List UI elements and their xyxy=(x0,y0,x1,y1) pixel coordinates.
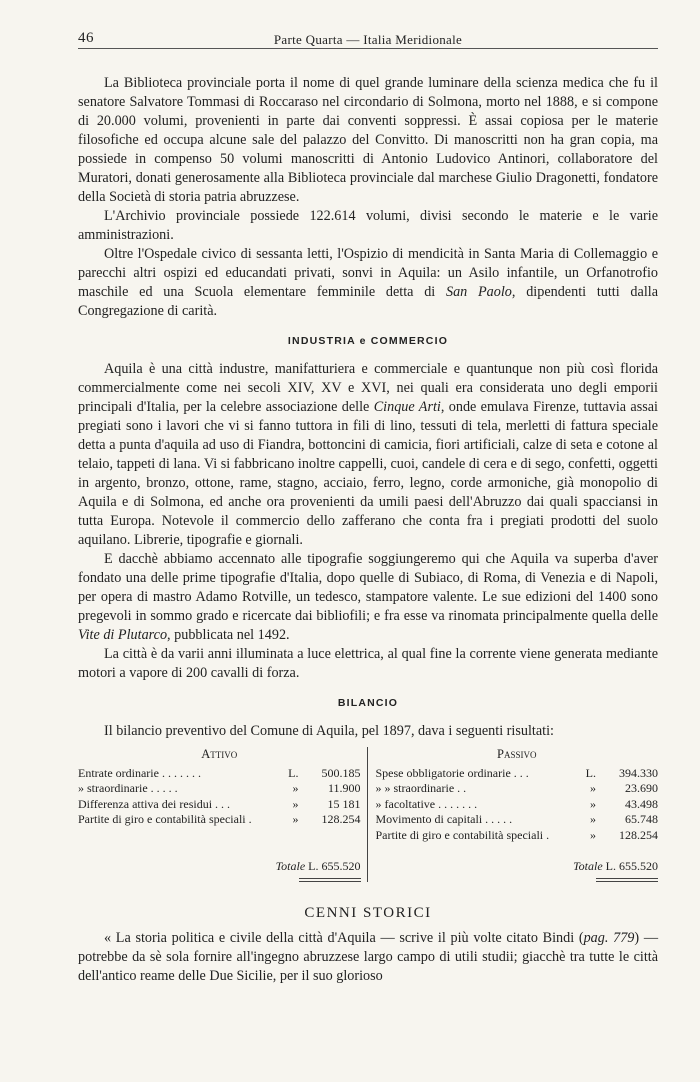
budget-row xyxy=(78,812,361,828)
row-amount: 23.690 xyxy=(625,781,658,795)
attivo-column xyxy=(78,747,368,882)
paragraph-archivio: L'Archivio provinciale possiede 122.614 volumi, divisi secondo le materie e le varie amministrazioni. xyxy=(78,208,658,243)
italic-text: pag. 779 xyxy=(583,929,635,946)
total-rule xyxy=(299,878,361,882)
text-run: E dacchè abbiamo accennato alle tipografie soggiungeremo qui che Aquila va superba d'aver fondato una delle prime tipografie d'Italia, dopo quelle di Subiaco, di Roma, di Venezia e di Napoli, per opera di mastro Adamo Rotville, un tedesco, stampatore valente. Le sue edizioni del 1400 sono pregevoli in sommo grado e ricercate dai bibliofili; e fra esse va rinomata principalmente quella delle xyxy=(78,551,658,624)
row-currency: L. xyxy=(585,765,596,780)
budget-table xyxy=(78,747,658,882)
row-amount: 128.254 xyxy=(321,812,361,826)
paragraph-biblioteca: La Biblioteca provinciale porta il nome di quel grande luminare della scienza medica che fu il senatore Salvatore Tommasi di Roccaraso nel circondario di Solmona, morto nel 1888, e si compone di 20.000 volumi, provenienti in parte dai conventi soppressi. È assai copiosa per le materie filosofiche ed occupa alcune sale del palazzo del Convitto. Di manoscritti non ha gran copia, ma possiede in compenso 50 volumi manoscritti di Antonio Ludovico Antinori, collaboratore del Muratori, donati generosamente alla Biblioteca provinciale dal marchese Giulio Dragonetti, fondatore della Società di storia patria abruzzese. xyxy=(78,75,658,205)
text-run: Aquila è una città industre, manifatturiera e commerciale e quantunque non più così florida commercialmente come nei secoli XIV, XV e XVI, nei quali era considerata uno degli emporii principali d'Italia, per la celebre associazione delle xyxy=(78,361,658,415)
row-label: Movimento di capitali . . . . . xyxy=(375,812,513,826)
row-label: Partite di giro e contabilità speciali . xyxy=(375,827,550,842)
paragraph-ospedale xyxy=(78,245,658,321)
budget-row xyxy=(78,781,361,797)
total-currency: L. xyxy=(308,859,319,873)
row-currency: » xyxy=(292,812,299,826)
attivo-total xyxy=(78,859,361,875)
italic-text: Vite di Plutarco xyxy=(78,627,168,643)
row-currency: » xyxy=(590,827,596,842)
page-number: 46 xyxy=(78,30,94,46)
text-run: « La storia politica e civile della città d'Aquila — scrive il più volte citato Bindi ( xyxy=(104,929,584,946)
page-header xyxy=(78,28,658,49)
row-amount: 11.900 xyxy=(327,781,361,795)
row-currency: » xyxy=(590,796,596,811)
budget-row xyxy=(78,766,361,782)
italic-text: Cinque Arti xyxy=(373,399,441,415)
total-rule xyxy=(596,878,658,882)
row-label: Partite di giro e contabilità speciali . xyxy=(78,812,252,826)
text-run: , onde emulava Firenze, tuttavia assai pregiati sono i lavori che vi si fanno tuttora in fili di lino, tessuti di tela, merletti di fattura speciale detta a punta d'aquila ad uso di Fiandra, bottoncini di camicia, fiori artificiali, calze di seta e cotone al telaio, tappeti di lana. Vi si fabbricano inoltre cappelli, cuoi, candele di cera e di sego, confetti, oggetti in argento, bronzo, ottone, rame, stagno, acciaio, ferro, legno, corde armoniche, già monopolio di Aquila e di Solmona, ed anche ora provenienti da umili paesi dell'Abruzzo dai quali spacciansi in tutta Europa. Notevole il commercio dello zafferano che conta fra i pregiati prodotti del suolo aquilano. Librerie, tipografie e giornali. xyxy=(78,399,658,548)
row-currency: » xyxy=(292,796,299,811)
row-currency: » xyxy=(590,781,596,795)
row-amount: 394.330 xyxy=(619,765,658,780)
budget-row xyxy=(376,812,659,828)
row-currency: » xyxy=(292,781,299,795)
row-label: » facoltative . . . . . . . xyxy=(375,796,478,811)
budget-row xyxy=(78,797,361,813)
body-text xyxy=(78,74,658,986)
row-label: Spese obbligatorie ordinarie . . . xyxy=(375,765,529,780)
text-run: ) — potrebbe da sè sola fornire all'ingegno abruzzese largo campo di utili studii; giacchè tra tutte le città dell'antico reame delle Due Sicilie, per il suo glorioso xyxy=(78,929,659,984)
total-currency: L. xyxy=(605,859,616,873)
total-label: Totale xyxy=(573,859,603,873)
row-currency: L. xyxy=(288,765,299,780)
total-amount: 655.520 xyxy=(619,859,658,873)
row-label: » straordinarie . . . . . xyxy=(78,781,178,795)
section-heading-bilancio: BILANCIO xyxy=(337,697,399,709)
budget-row xyxy=(376,781,659,797)
budget-row xyxy=(376,766,659,782)
passivo-title: Passivo xyxy=(497,747,537,761)
section-heading-industria: INDUSTRIA e COMMERCIO xyxy=(287,335,449,347)
attivo-title: Attivo xyxy=(201,747,238,761)
budget-row xyxy=(376,828,659,844)
paragraph-bilancio-intro: Il bilancio preventivo del Comune di Aquila, pel 1897, dava i seguenti risultati: xyxy=(104,723,554,739)
row-amount: 15 181 xyxy=(327,796,361,811)
row-amount: 65.748 xyxy=(625,812,658,826)
row-currency: » xyxy=(590,812,596,826)
passivo-total xyxy=(376,859,659,875)
text-run: , pubblicata nel 1492. xyxy=(167,627,290,643)
paragraph-industria-1 xyxy=(78,360,658,550)
row-amount: 43.498 xyxy=(625,796,658,811)
paragraph-industria-2 xyxy=(78,550,658,645)
text-run: Oltre l'Ospedale civico di sessanta letti, l'Ospizio di mendicità in Santa Maria di Collemaggio e parecchi altri ospizi ed educandati privati, sonvi in Aquila: un Asilo infantile, un Orfanotrofio maschile ed una Scuola elementare femminile detta di xyxy=(78,246,658,300)
total-label: Totale xyxy=(275,859,306,873)
row-label: Entrate ordinarie . . . . . . . xyxy=(78,765,201,780)
budget-row xyxy=(376,797,659,813)
running-head: Parte Quarta — Italia Meridionale xyxy=(273,32,463,47)
text-run: , dipendenti tutti dalla Congregazione di carità. xyxy=(78,284,658,319)
italic-text: San Paolo xyxy=(445,284,512,300)
row-amount: 500.185 xyxy=(321,765,361,780)
section-heading-cenni: CENNI STORICI xyxy=(304,904,432,921)
row-label: Differenza attiva dei residui . . . xyxy=(78,796,231,811)
paragraph-industria-3: La città è da varii anni illuminata a luce elettrica, al qual fine la corrente viene generata mediante motori a vapore di 200 cavalli di forza. xyxy=(78,646,658,681)
spacer xyxy=(78,828,361,844)
passivo-column xyxy=(368,747,659,882)
row-label: » » straordinarie . . xyxy=(375,781,467,795)
total-amount: 655.520 xyxy=(321,859,361,873)
row-amount: 128.254 xyxy=(619,827,658,842)
paragraph-cenni-1 xyxy=(78,929,658,986)
